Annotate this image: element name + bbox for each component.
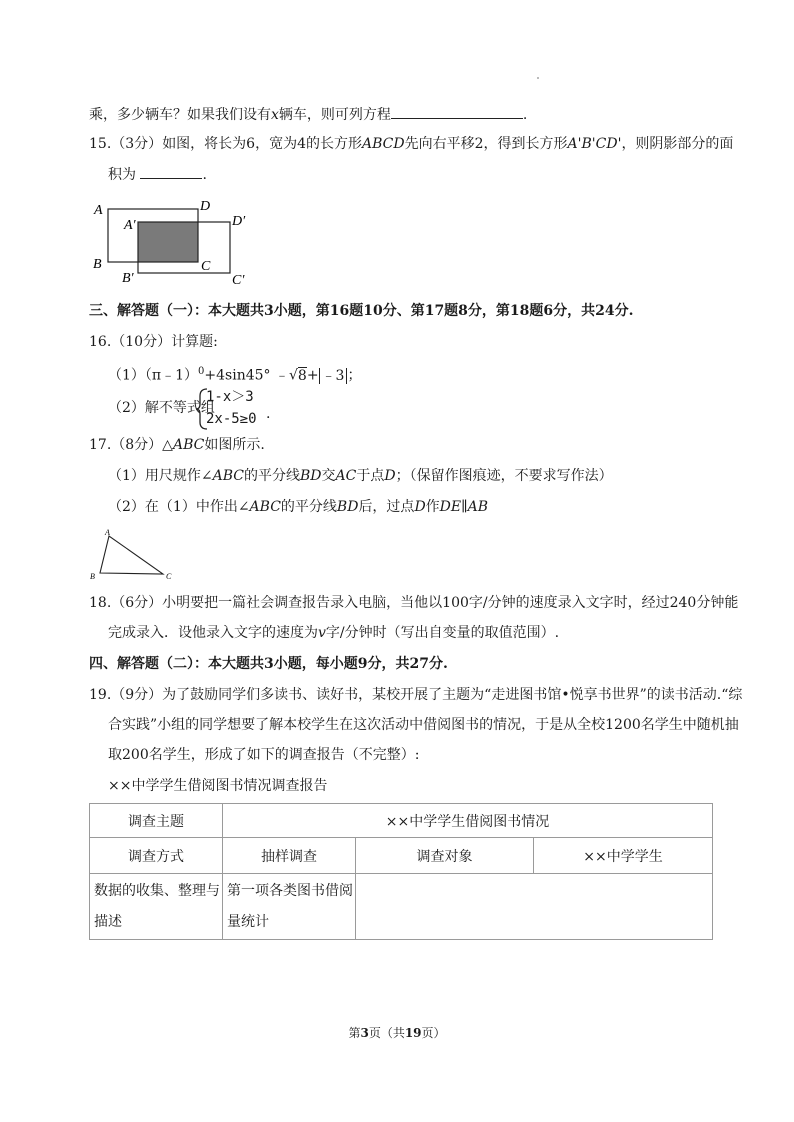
q15-answer-blank[interactable] [140, 164, 202, 179]
label-B-prime: B′ [122, 271, 134, 286]
q16-part-2: （2）解不等式组 [108, 400, 215, 416]
q19-line-3: 取200名学生，形成了如下的调查报告（不完整）: [108, 747, 420, 763]
label-D-prime: D′ [232, 214, 246, 229]
label-D: D [200, 199, 211, 214]
label-tri-B: B [90, 572, 95, 581]
cell-subject-value: ××中学学生 [534, 838, 713, 874]
label-B: B [93, 257, 102, 272]
inequality-2: 2x-5≥0 [206, 411, 257, 427]
q14-answer-blank[interactable] [391, 104, 523, 119]
cell-data-label: 数据的收集、整理与描述 [90, 874, 223, 940]
label-A: A [94, 203, 103, 218]
figure-17-triangle [88, 526, 178, 584]
q14-var: x [271, 107, 279, 123]
q17-part-1: （1）用尺规作∠ABC的平分线BD交AC于点D；（保留作图痕迹，不要求写作法） [108, 468, 613, 484]
cell-data-content [356, 874, 713, 940]
q19-line-2: 合实践”小组的同学想要了解本校学生在这次活动中借阅图书的情况，于是从全校1200名学生中随机抽 [108, 717, 739, 733]
q14-text: 乘，多少辆车？如果我们设有 [89, 107, 271, 123]
table-row [90, 874, 713, 940]
figure-15-rectangles [90, 198, 250, 286]
current-page: 3 [360, 1026, 369, 1040]
q16-heading: 16.（10分）计算题: [89, 334, 218, 350]
label-tri-C: C [166, 572, 172, 581]
label-tri-A: A [105, 528, 110, 537]
q18-line-1: 18.（6分）小明要把一篇社会调查报告录入电脑，当他以100字/分钟的速度录入文字时，经过240分钟能 [89, 595, 739, 611]
q16-part-1: （1）（π﹣1）$^0$+4sin45° ﹣√8+ ﹣3 ； [108, 366, 362, 384]
cell-subject-label: 调查对象 [356, 838, 534, 874]
label-C: C [201, 259, 211, 274]
cell-method-label: 调查方式 [90, 838, 223, 874]
sqrt-sign: √ [288, 367, 298, 384]
q18-line-2: 完成录入．设他录入文字的速度为v字/分钟时（写出自变量的取值范围）. [108, 625, 560, 641]
total-pages: 19 [404, 1026, 422, 1040]
label-A-prime: A′ [124, 218, 136, 233]
report-table [89, 803, 713, 940]
cell-data-item: 第一项各类图书借阅量统计 [223, 874, 356, 940]
report-title: ××中学学生借阅图书情况调查报告 [108, 778, 328, 794]
scan-speck [537, 77, 539, 79]
abs-value: ﹣3 [319, 368, 348, 384]
table-row [90, 838, 713, 874]
q14-text-b: 辆车，则可列方程 [278, 107, 391, 123]
q15-line-2: 积为 . [108, 164, 207, 185]
inequality-1: 1-x＞3 [206, 389, 254, 405]
section-4-heading: 四、解答题（二）：本大题共3小题，每小题9分，共27分. [89, 656, 448, 672]
table-row [90, 804, 713, 838]
cell-topic-label: 调查主题 [90, 804, 223, 838]
label-C-prime: C′ [232, 273, 245, 286]
q19-line-1: 19.（9分）为了鼓励同学们多读书、读好书，某校开展了主题为“走进图书馆•悦享书世界”的读书活动.“综 [89, 687, 743, 703]
shaded-region [138, 222, 198, 262]
page-footer: 第3页（共19页） [348, 1026, 446, 1040]
q15-line-1: 15.（3分）如图，将长为6，宽为4的长方形ABCD先向右平移2，得到长方形A'B'CD'，则阴影部分的面 [89, 136, 734, 152]
q14-tail-line: 乘，多少辆车？如果我们设有x辆车，则可列方程 . [89, 104, 527, 125]
q17-part-2: （2）在（1）中作出∠ABC的平分线BD后，过点D作DE∥AB [108, 499, 488, 515]
q17-heading: 17.（8分）△ABC如图所示. [89, 437, 265, 453]
cell-topic-value: ××中学学生借阅图书情况 [223, 804, 713, 838]
triangle-abc [100, 536, 163, 574]
section-3-heading: 三、解答题（一）：本大题共3小题，第16题10分、第17题8分，第18题6分，共24分. [89, 303, 634, 319]
cell-method-value: 抽样调查 [223, 838, 356, 874]
